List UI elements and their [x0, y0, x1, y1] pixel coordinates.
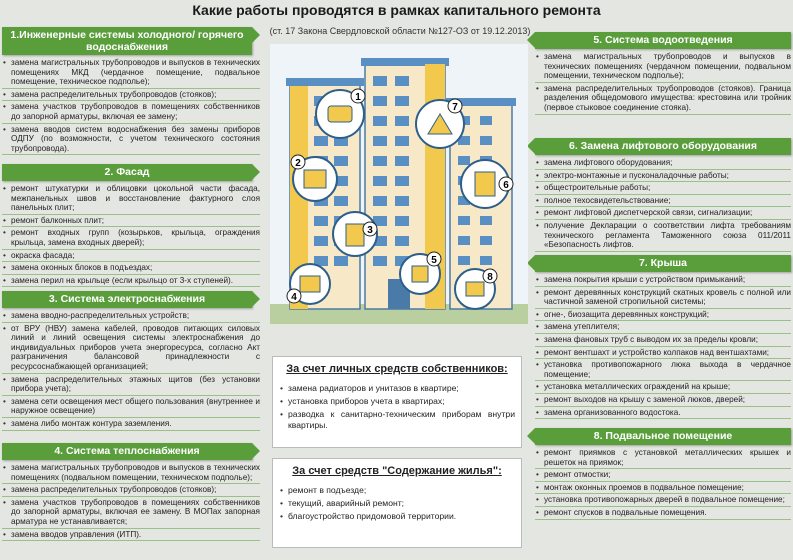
list-item: • замена перил на крыльце (если крыльцо от 3-х ступеней). [2, 276, 260, 288]
section-header: 6. Замена лифтового оборудования [535, 138, 791, 155]
list-item: • ремонт вентшахт и устройство колпаков над вентшахтами; [535, 348, 791, 360]
section-header: 1.Инженерные системы холодного/ горячего водоснабжения [2, 27, 252, 55]
list-item: • полное техосвидетельствование; [535, 196, 791, 208]
maintenance-funds-box [272, 458, 522, 548]
list-item: • замена радиаторов и унитазов в квартире; [279, 383, 515, 395]
list-item: • замена участков трубопроводов в помещениях собственников до запорной арматуры, включая ее замену. В МОПах запорная арматура не устанавливается; [2, 498, 260, 529]
list-item: • замена распределительных трубопроводов (стояков); [2, 485, 260, 497]
svg-text:6: 6 [503, 180, 509, 191]
maintenance-funds-title: За счет средств "Содержание жилья": [292, 465, 502, 477]
svg-text:7: 7 [452, 102, 458, 113]
section-header: 8. Подвальное помещение [535, 428, 791, 445]
marker-1 [351, 89, 365, 103]
marker-8 [483, 269, 497, 283]
list-item: • текущий, аварийный ремонт; [279, 498, 515, 510]
list-item: • ремонт приямков с установкой металлических крышек и решеток на приямок; [535, 448, 791, 469]
owners-funds-list [279, 383, 515, 432]
list-item: • замена вводов систем водоснабжения без замены приборов ОДПУ (по возможности, с учетом технического состояния трубопровода). [2, 125, 260, 156]
marker-2 [291, 155, 305, 169]
section-electricity [2, 291, 260, 432]
list-item: • замена вводов управления (ИТП). [2, 530, 260, 542]
svg-text:4: 4 [291, 292, 297, 303]
section-header: 5. Система водоотведения [535, 32, 791, 49]
section-heating [2, 443, 260, 542]
list-item: • установка противопожарных дверей в подвальное помещение; [535, 495, 791, 507]
marker-7 [448, 99, 462, 113]
law-reference: (ст. 17 Закона Свердловской области №127-ОЗ от 19.12.2013) [269, 26, 531, 36]
section-list [2, 463, 260, 541]
list-item: • установка приборов учета в квартирах; [279, 396, 515, 408]
list-item: • замена распределительных этажных щитов (без установки прибора учета); [2, 375, 260, 396]
list-item: • замена магистральных трубопроводов и выпусков в технических помещениях МКД (чердачное помещение, подвальное помещение, техническое подполье); [2, 58, 260, 89]
marker-3 [363, 222, 377, 236]
list-item: • замена покрытия крыши с устройством примыканий; [535, 275, 791, 287]
list-item: • общестроительные работы; [535, 183, 791, 195]
section-elevator [535, 138, 791, 253]
svg-text:2: 2 [295, 158, 301, 169]
list-item: • установка противопожарного люка выхода в чердачное помещение; [535, 360, 791, 381]
section-water-supply [2, 27, 260, 156]
list-item: • ремонт выходов на крышу с заменой люков, дверей; [535, 395, 791, 407]
list-item: • получение Декларации о соответствии лифта требованиям технического регламента Таможенного союза 011/2011 «Безопасность лифтов. [535, 221, 791, 252]
section-roof [535, 255, 791, 420]
svg-text:8: 8 [487, 272, 493, 283]
building-illustration [270, 44, 528, 324]
list-item: • замена либо монтаж контура заземления. [2, 419, 260, 431]
section-list [2, 184, 260, 287]
list-item: • разводка к санитарно-техническим приборам внутри квартиры. [279, 409, 515, 432]
list-item: • ремонт лифтовой диспетчерской связи, сигнализации; [535, 208, 791, 220]
section-list [2, 311, 260, 431]
marker-6 [499, 177, 513, 191]
list-item: • замена распределительных трубопроводов (стояков). Граница разделения общедомового имущества: крестовина или тройник (первое стыковое соединение стояка). [535, 84, 791, 115]
section-basement [535, 428, 791, 521]
section-list [535, 52, 791, 115]
section-list [535, 275, 791, 419]
svg-text:1: 1 [355, 92, 361, 103]
svg-text:3: 3 [367, 225, 373, 236]
section-list [535, 158, 791, 252]
list-item: • замена оконных блоков в подъездах; [2, 263, 260, 275]
section-drainage [535, 32, 791, 116]
list-item: • ремонт входных групп (козырьков, крыльца, ограждения крыльца, замена входных дверей); [2, 228, 260, 249]
marker-5 [427, 252, 441, 266]
list-item: • электро-монтажные и пусконаладочные работы; [535, 171, 791, 183]
list-item: • окраска фасада; [2, 251, 260, 263]
list-item: • ремонт отмостки; [535, 470, 791, 482]
list-item: • благоустройство придомовой территории. [279, 511, 515, 523]
list-item: • замена фановых труб с выводом их за пределы кровли; [535, 335, 791, 347]
list-item: • ремонт в подъезде; [279, 485, 515, 497]
svg-text:5: 5 [431, 255, 437, 266]
list-item: • замена лифтового оборудования; [535, 158, 791, 170]
section-header: 4. Система теплоснабжения [2, 443, 252, 460]
list-item: • от ВРУ (НВУ) замена кабелей, проводов питающих силовых линий и линий освещения системы электроснабжения до индивидуальных приборов учета энергоресурса, согласно Акт разграничения балансовой принадлежности с ресурсоснабжающей организацией; [2, 324, 260, 374]
section-header: 7. Крыша [535, 255, 791, 272]
list-item: • ремонт штукатурки и облицовки цокольной части фасада, межпанельных швов и восстановление фактурного слоя панельных плит; [2, 184, 260, 215]
list-item: • замена вводно-распределительных устройств; [2, 311, 260, 323]
list-item: • замена организованного водостока. [535, 408, 791, 420]
list-item: • замена утеплителя; [535, 322, 791, 334]
list-item: • замена магистральных трубопроводов и выпусков в технических помещениях (чердачном помещении, подвальном помещении, техническом подполье); [535, 52, 791, 83]
list-item: • установка металлических ограждений на крыше; [535, 382, 791, 394]
list-item: • замена магистральных трубопроводов и выпусков в технических помещениях (подвальном помещении, техническом подполье); [2, 463, 260, 484]
list-item: • замена сети освещения мест общего пользования (внутреннее и наружное освещение) [2, 397, 260, 418]
section-header: 3. Система электроснабжения [2, 291, 252, 308]
maintenance-funds-list [279, 485, 515, 523]
list-item: • ремонт деревянных конструкций скатных кровель с полной или частичной заменой стропильной системы; [535, 288, 791, 309]
list-item: • монтаж оконных проемов в подвальное помещение; [535, 483, 791, 495]
list-item: • ремонт спусков в подвальные помещения. [535, 508, 791, 520]
section-list [2, 58, 260, 155]
list-item: • ремонт балконных плит; [2, 216, 260, 228]
marker-4 [287, 289, 301, 303]
list-item: • огне-, биозащита деревянных конструкций; [535, 310, 791, 322]
page-title: Какие работы проводятся в рамках капитального ремонта [192, 2, 601, 18]
section-facade [2, 164, 260, 288]
owners-funds-title: За счет личных средств собственников: [286, 363, 508, 375]
list-item: • замена участков трубопроводов в помещениях собственников до запорной арматуры, включая ее замену; [2, 102, 260, 123]
section-list [535, 448, 791, 520]
owners-funds-box [272, 356, 522, 448]
list-item: • замена распределительных трубопроводов (стояков); [2, 90, 260, 102]
section-header: 2. Фасад [2, 164, 252, 181]
